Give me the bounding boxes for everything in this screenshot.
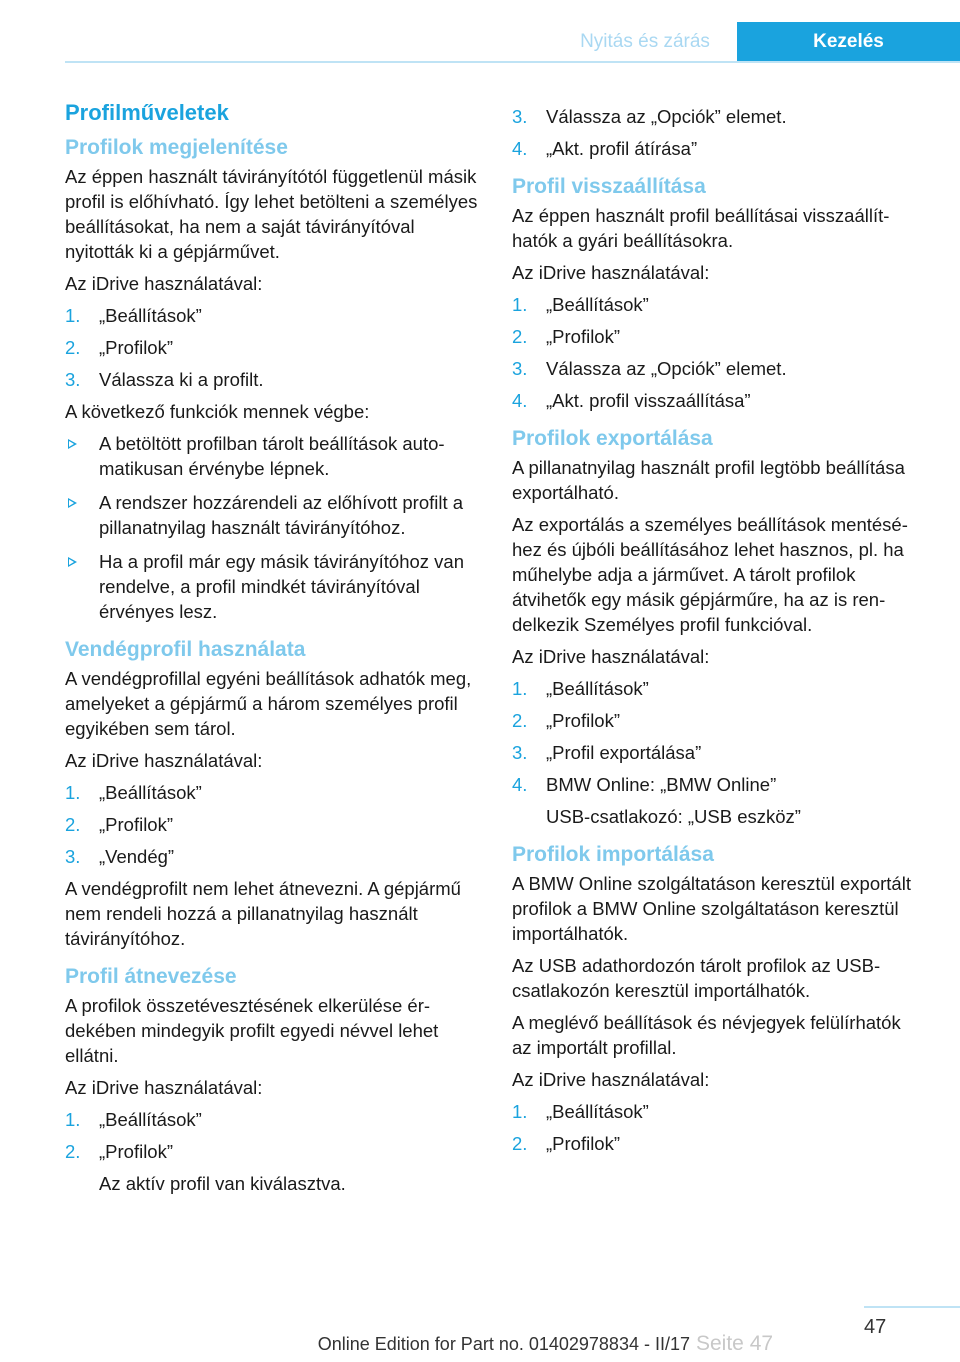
section-heading: Profilok megjelenítése <box>65 136 288 159</box>
list-item <box>65 335 483 360</box>
step-text: „Beállítások” <box>546 1101 649 1122</box>
step-text: „Beállítások” <box>546 678 649 699</box>
list-item <box>65 367 483 392</box>
step-number: 2. <box>512 1133 528 1154</box>
step-text: Válassza az „Opciók” elemet. <box>546 106 787 127</box>
step-note: Az aktív profil van kiválasztva. <box>99 1173 346 1194</box>
step-text: „Profilok” <box>99 1141 174 1162</box>
list-item <box>65 844 483 869</box>
step-text: „Beállítások” <box>99 305 202 326</box>
section-heading: Profilok exportálása <box>512 427 713 450</box>
step-number: 4. <box>512 774 528 795</box>
step-number: 4. <box>512 138 528 159</box>
list-item <box>512 356 924 381</box>
paragraph: A meglévő beállítások és névjegyek felülírhatók az importált profillal. <box>512 1012 901 1058</box>
step-number: 4. <box>512 390 528 411</box>
list-item <box>65 1139 483 1196</box>
list-item <box>512 676 924 701</box>
paragraph: Az exportálás a személyes beállítások mentéséhez és újbóli beállításához lehet hasznos, pl. ha műhelybe adja a járművet. A tárolt profilok átvihetők egy másik gépjárműre, ha az is rendelkezik Személyes profil funkcióval. <box>512 514 908 635</box>
paragraph: Az USB adathordozón tárolt profilok az USB-csatlakozón keresztül importálhatók. <box>512 955 881 1001</box>
step-number: 1. <box>65 782 81 803</box>
step-list <box>512 104 924 161</box>
list-item <box>512 324 924 349</box>
step-text: „Akt. profil visszaállítása” <box>546 390 751 411</box>
watermark-text: Seite 47 <box>696 1332 774 1355</box>
step-list <box>512 676 924 829</box>
list-item <box>65 1107 483 1132</box>
step-number: 2. <box>65 814 81 835</box>
step-number: 2. <box>65 1141 81 1162</box>
step-number: 2. <box>512 710 528 731</box>
list-item <box>65 549 483 624</box>
step-number: 3. <box>512 742 528 763</box>
step-text: „Beállítások” <box>546 294 649 315</box>
step-number: 3. <box>65 846 81 867</box>
step-list <box>512 292 924 413</box>
list-item <box>512 1131 924 1156</box>
section-heading: Profilok importálása <box>512 843 714 866</box>
paragraph: Az iDrive használatával: <box>512 646 710 667</box>
header-section-label: Nyitás és zárás <box>580 31 710 52</box>
section-heading: Profil visszaállítása <box>512 175 706 198</box>
list-item <box>512 104 924 129</box>
step-number: 3. <box>512 106 528 127</box>
step-number: 1. <box>512 1101 528 1122</box>
page-number-rule <box>864 1306 960 1308</box>
step-text: „Vendég” <box>99 846 175 867</box>
list-item <box>512 772 924 829</box>
step-number: 1. <box>512 294 528 315</box>
list-item <box>512 292 924 317</box>
header-rule <box>65 61 960 63</box>
paragraph: A következő funkciók mennek végbe: <box>65 401 370 422</box>
list-item <box>512 388 924 413</box>
step-list <box>65 303 483 392</box>
step-number: 1. <box>65 1109 81 1130</box>
paragraph: Az iDrive használatával: <box>65 273 263 294</box>
step-text: „Profilok” <box>546 1133 621 1154</box>
step-text: „Profilok” <box>99 337 174 358</box>
list-item <box>512 1099 924 1124</box>
step-text: „Profilok” <box>546 326 621 347</box>
step-number: 3. <box>65 369 81 390</box>
paragraph: Az iDrive használatával: <box>512 1069 710 1090</box>
paragraph: Az iDrive használatával: <box>65 750 263 771</box>
paragraph: Az éppen használt távirányítótól függetlenül másik profil is előhívható. Így lehet betölteni a személyes beállításokat, ha nem a saját távirányítóval nyitották ki a gépjárművet. <box>65 166 478 262</box>
page-number: 47 <box>864 1316 887 1338</box>
list-item <box>65 490 483 540</box>
list-item <box>512 708 924 733</box>
paragraph: A profilok összetévesztésének elkerülése érdekében mindegyik profilt egyedi névvel lehet ellátni. <box>65 995 439 1066</box>
step-text: „Profilok” <box>546 710 621 731</box>
triangle-bullet-icon <box>68 498 77 508</box>
step-text: „Beállítások” <box>99 1109 202 1130</box>
section-heading: Profil átnevezése <box>65 965 237 988</box>
paragraph: A pillanatnyilag használt profil legtöbb beállítása exportálható. <box>512 457 905 503</box>
step-number: 3. <box>512 358 528 379</box>
page-title: Profilműveletek <box>65 100 229 125</box>
step-number: 1. <box>65 305 81 326</box>
list-item <box>65 431 483 481</box>
step-text: BMW Online: „BMW Online” <box>546 774 777 795</box>
paragraph: A BMW Online szolgáltatáson keresztül exportált profilok a BMW Online szolgáltatáson keresztül importálhatók. <box>512 873 911 944</box>
edition-footer: Online Edition for Part no. 01402978834 - II/17 <box>317 1334 690 1354</box>
right-column <box>512 100 924 1163</box>
list-item <box>65 780 483 805</box>
paragraph: Az iDrive használatával: <box>65 1077 263 1098</box>
step-text: Válassza az „Opciók” elemet. <box>546 358 787 379</box>
paragraph: Az iDrive használatával: <box>512 262 710 283</box>
list-item <box>65 812 483 837</box>
header-chapter-label: Kezelés <box>737 22 960 62</box>
step-list <box>65 780 483 869</box>
header-bar <box>0 22 960 62</box>
step-text: „Beállítások” <box>99 782 202 803</box>
step-number: 1. <box>512 678 528 699</box>
bullet-text: A betöltött profilban tárolt beállítások automatikusan érvénybe lépnek. <box>99 433 445 479</box>
step-number: 2. <box>65 337 81 358</box>
section-heading: Vendégprofil használata <box>65 638 306 661</box>
bullet-text: A rendszer hozzárendeli az előhívott profilt a pillanatnyilag használt távirányítóhoz. <box>99 492 464 538</box>
step-text: „Profilok” <box>99 814 174 835</box>
triangle-bullet-icon <box>68 439 77 449</box>
paragraph: A vendégprofillal egyéni beállítások adhatók meg, amelyeket a gépjármű a három személyes profil egyikében sem tárol. <box>65 668 472 739</box>
list-item <box>512 136 924 161</box>
step-note: USB-csatlakozó: „USB eszköz” <box>546 806 801 827</box>
paragraph: Az éppen használt profil beállításai visszaállíthatók a gyári beállításokra. <box>512 205 890 251</box>
step-text: Válassza ki a profilt. <box>99 369 264 390</box>
step-text: „Profil exportálása” <box>546 742 702 763</box>
step-list <box>65 1107 483 1196</box>
paragraph: A vendégprofilt nem lehet átnevezni. A gépjármű nem rendeli hozzá a pillanatnyilag használt távirányítóhoz. <box>65 878 461 949</box>
bullet-list <box>65 431 483 624</box>
left-column <box>65 100 483 1203</box>
bullet-text: Ha a profil már egy másik távirányítóhoz van rendelve, a profil mindkét távirányítóval érvényes lesz. <box>99 551 465 622</box>
step-number: 2. <box>512 326 528 347</box>
step-list <box>512 1099 924 1156</box>
list-item <box>65 303 483 328</box>
list-item <box>512 740 924 765</box>
triangle-bullet-icon <box>68 557 77 567</box>
step-text: „Akt. profil átírása” <box>546 138 698 159</box>
